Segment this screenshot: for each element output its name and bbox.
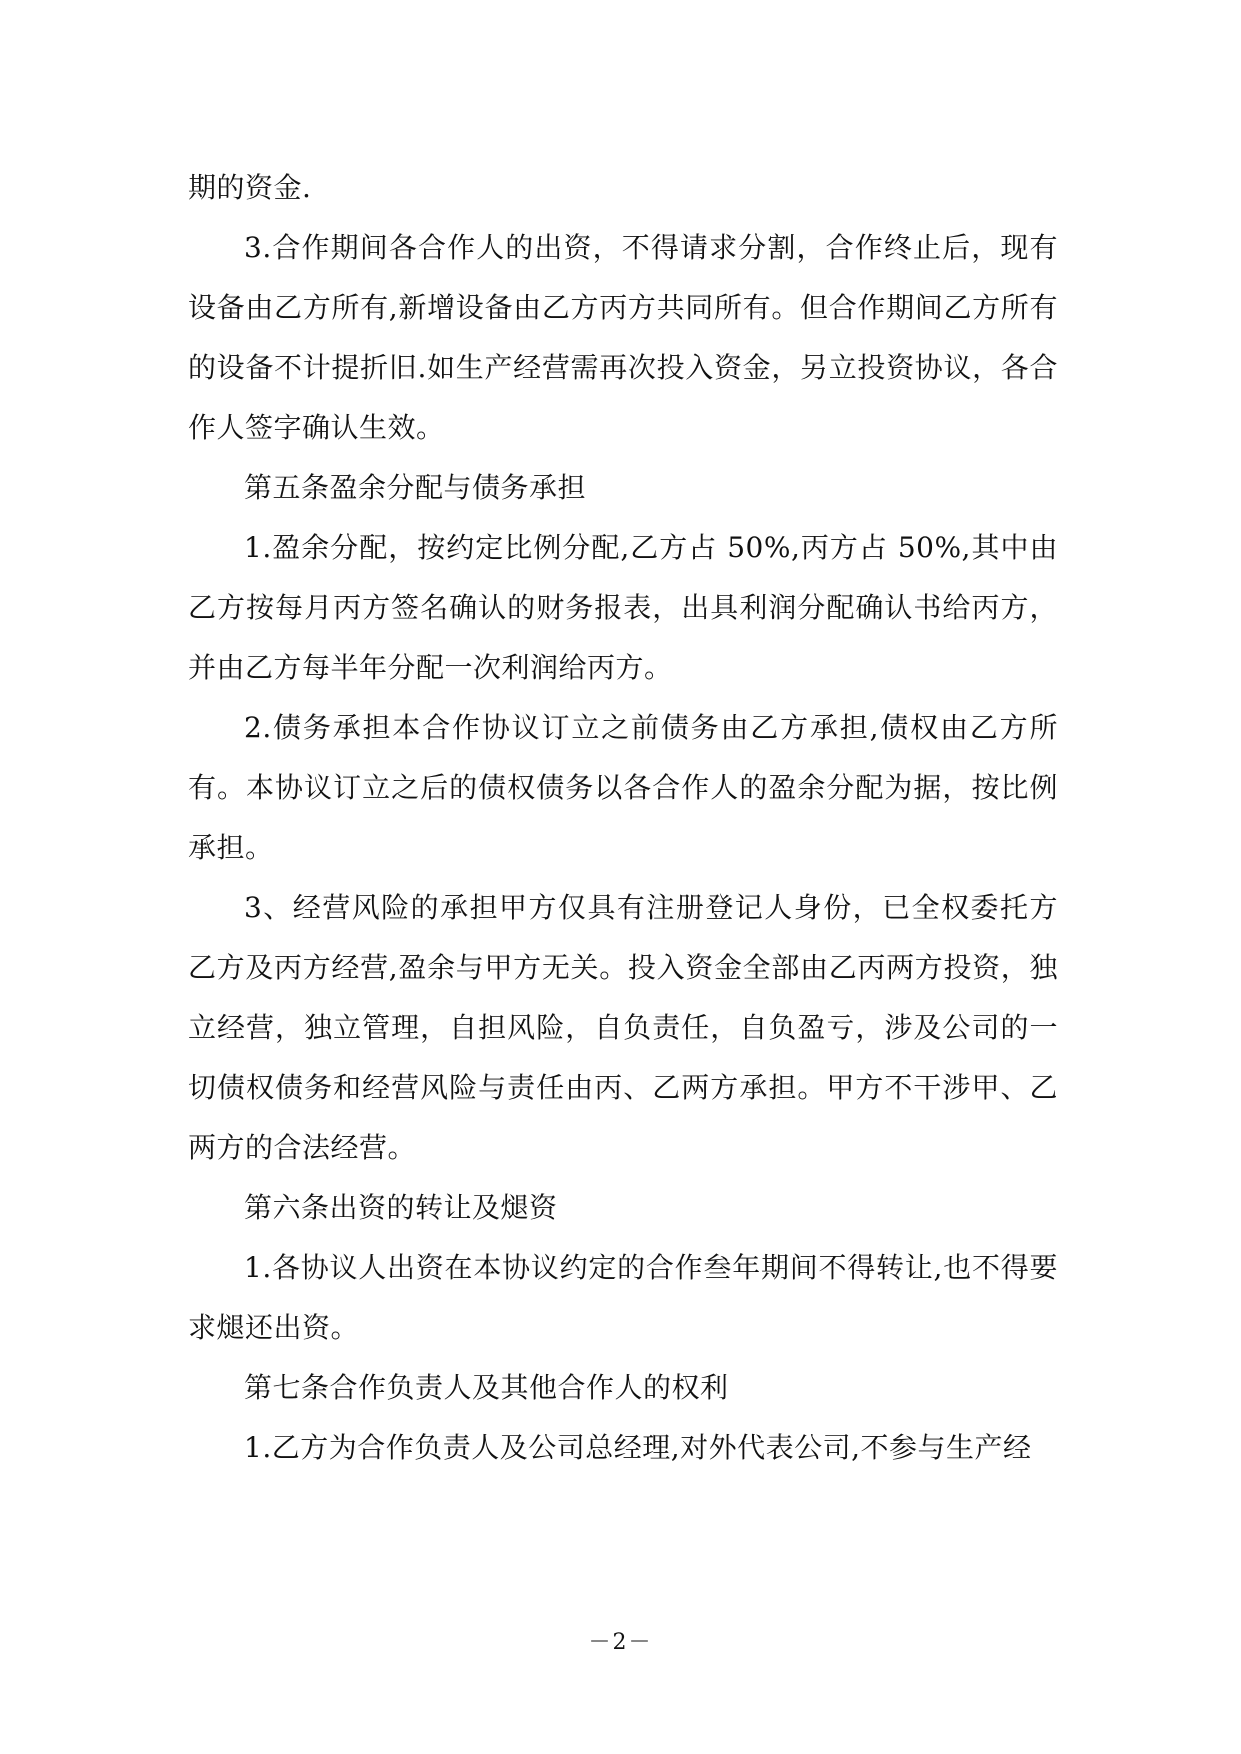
- page-number: －2－: [588, 1630, 653, 1655]
- heading-article-7: 第七条合作负责人及其他合作人的权利: [244, 1371, 729, 1404]
- paragraph-clause-5-1: 1.盈余分配，按约定比例分配,乙方占 50%,丙方占 50%,其中由乙方按每月丙方签名确认的财务报表，出具利润分配确认书给丙方，并由乙方每半年分配一次利润给丙方。: [188, 531, 1058, 684]
- heading-article-5: 第五条盈余分配与债务承担: [244, 471, 587, 504]
- paragraph-clause-5-3: 3、经营风险的承担甲方仅具有注册登记人身份，已全权委托方乙方及丙方经营,盈余与甲方无关。投入资金全部由乙丙两方投资，独立经营，独立管理，自担风险，自负责任，自负盈亏，涉及公司的一切债权债务和经营风险与责任由丙、乙两方承担。甲方不干涉甲、乙两方的合法经营。: [188, 891, 1058, 1164]
- paragraph-clause-4-3: 3.合作期间各合作人的出资，不得请求分割，合作终止后，现有设备由乙方所有,新增设备由乙方丙方共同所有。但合作期间乙方所有的设备不计提折旧.如生产经营需再次投入资金，另立投资协议，各合作人签字确认生效。: [188, 231, 1058, 444]
- paragraph-clause-7-1: 1.乙方为合作负责人及公司总经理,对外代表公司,不参与生产经: [244, 1431, 1032, 1464]
- heading-article-6: 第六条出资的转让及煺资: [244, 1191, 558, 1224]
- paragraph-clause-5-2: 2.债务承担本合作协议订立之前债务由乙方承担,债权由乙方所有。本协议订立之后的债权债务以各合作人的盈余分配为据，按比例承担。: [188, 711, 1058, 864]
- paragraph-continuation: 期的资金.: [188, 171, 312, 204]
- document-body: [188, 158, 1058, 1478]
- paragraph-clause-6-1: 1.各协议人出资在本协议约定的合作叁年期间不得转让,也不得要求煺还出资。: [188, 1251, 1058, 1344]
